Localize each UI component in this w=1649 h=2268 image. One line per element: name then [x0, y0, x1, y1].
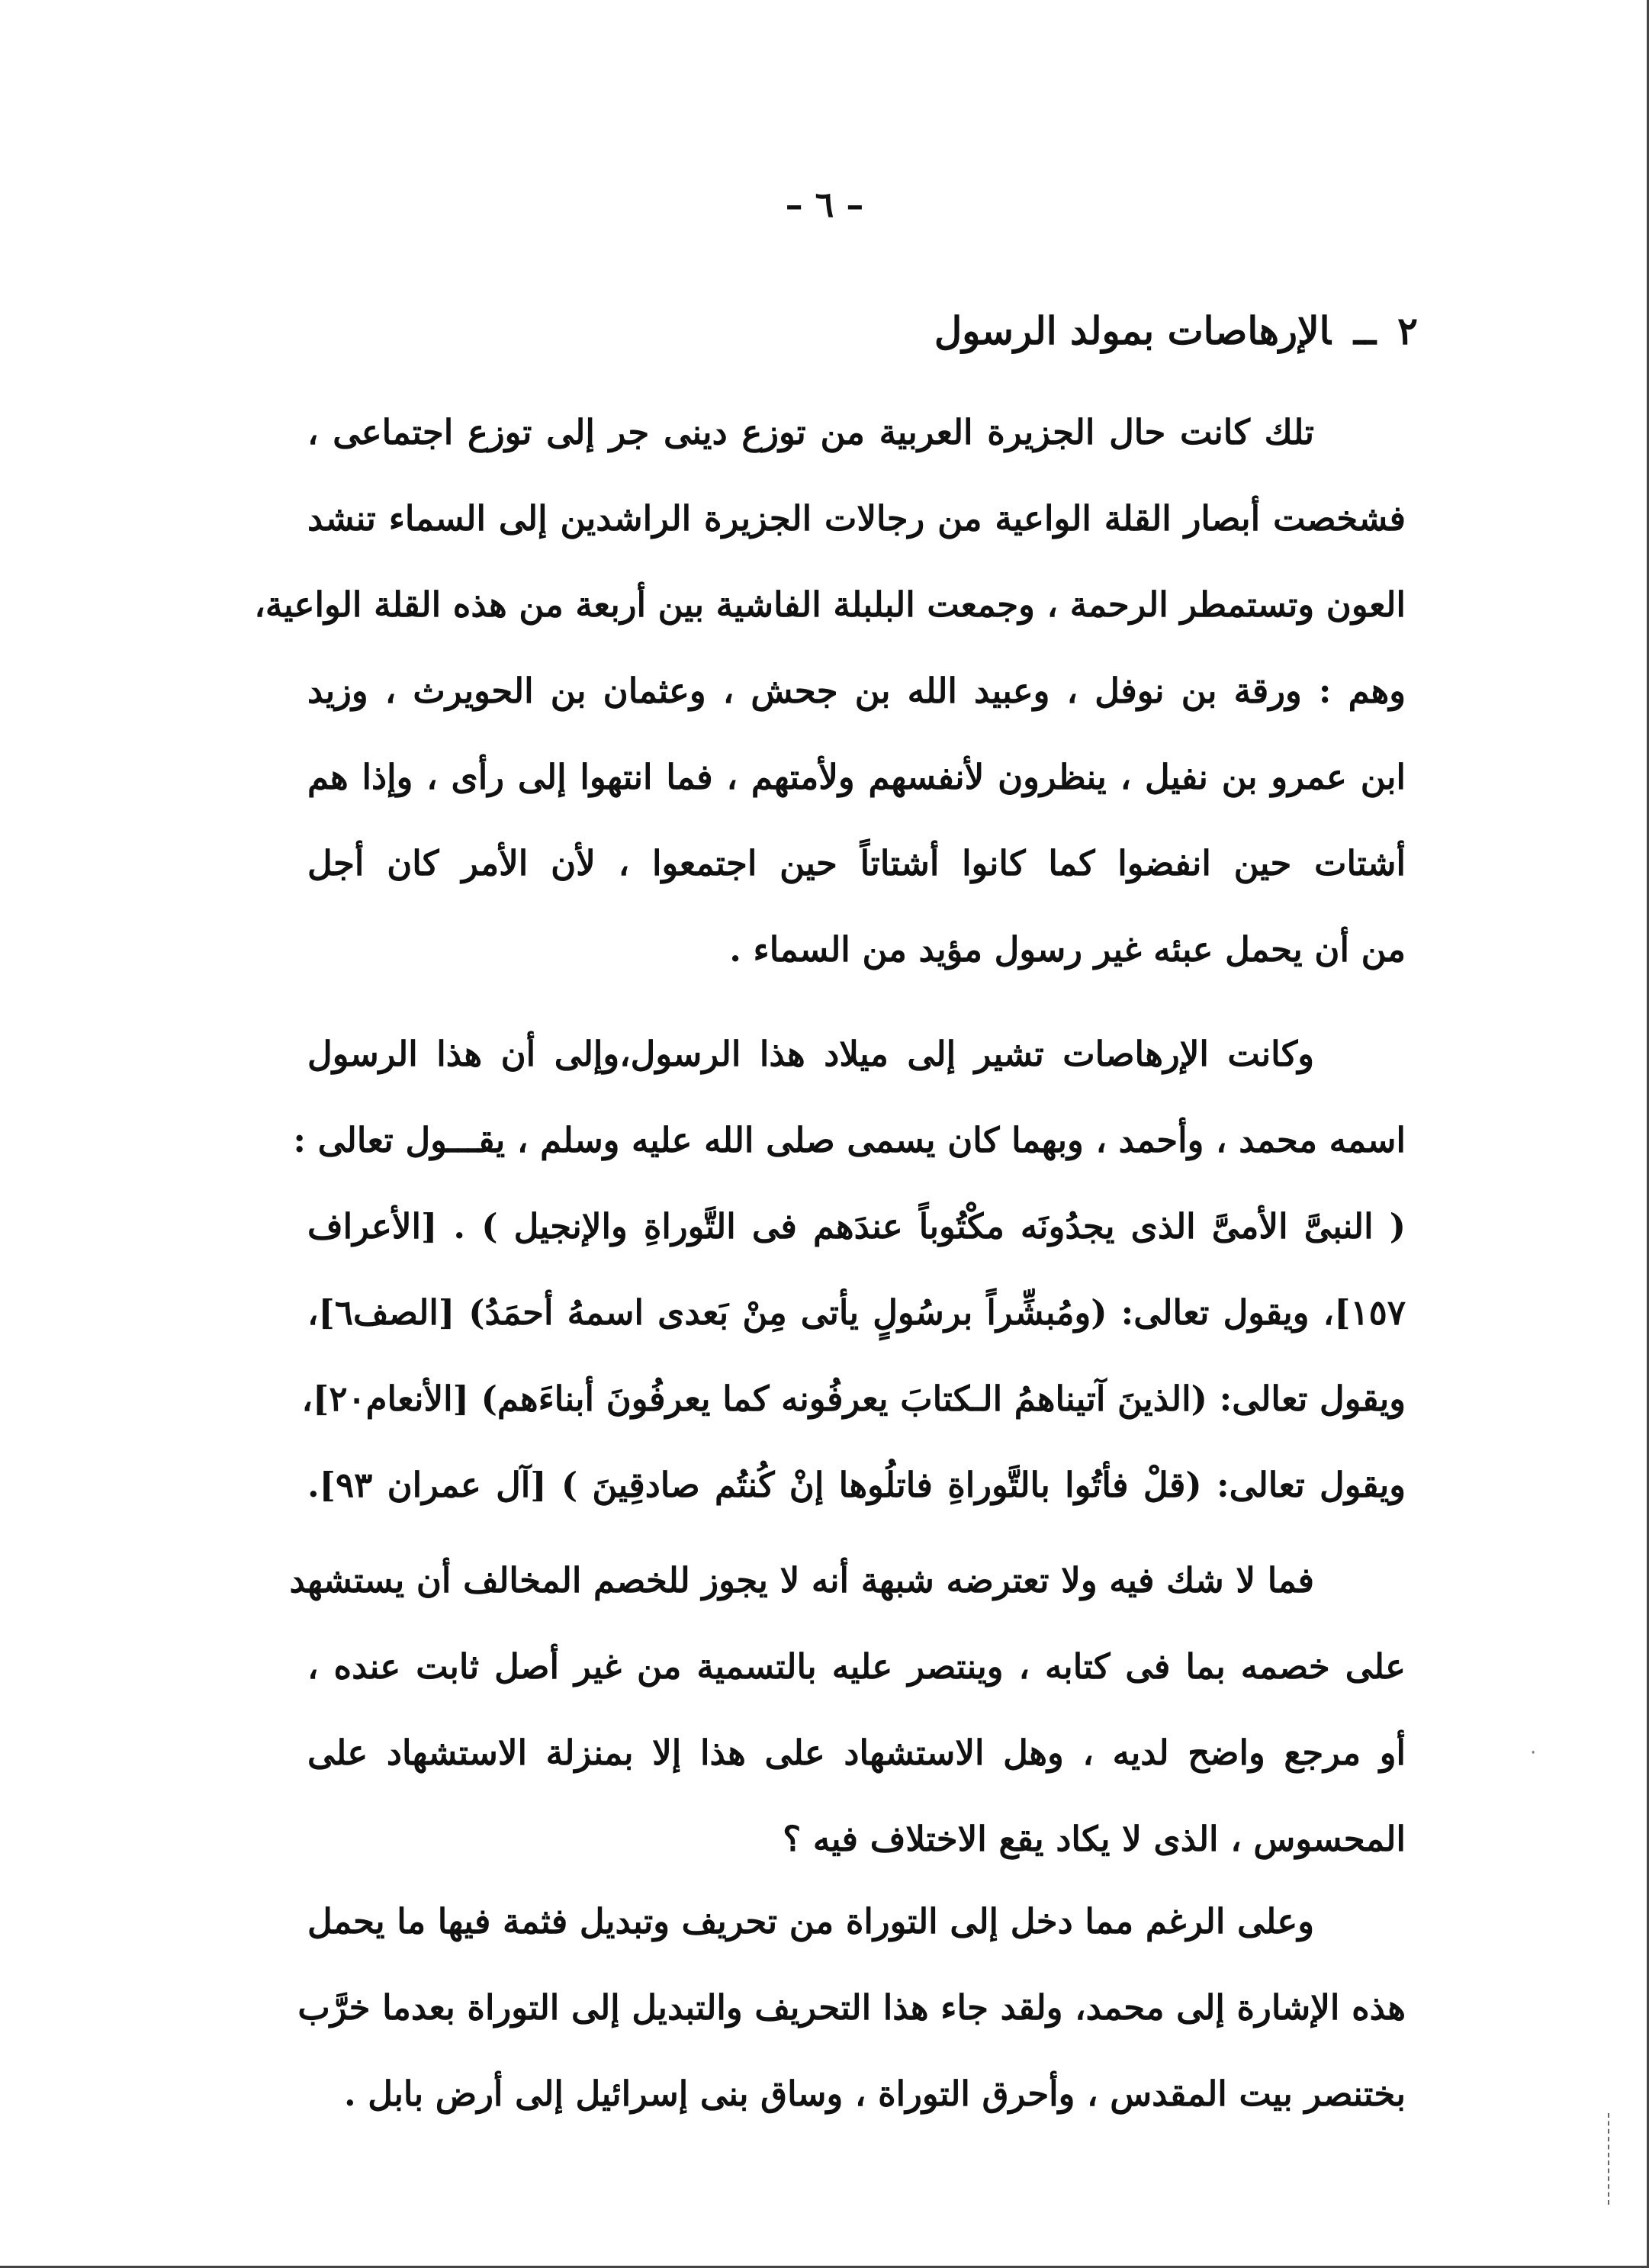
paragraph-line: ويقول تعالى: (قلْ فأتُوا بالتَّوراةِ فاتلُوها إنْ كُنتُم صادقِينَ ) [آل عمران ٩٣]. [307, 1465, 1406, 1505]
paragraph-line: تلك كانت حال الجزيرة العربية من توزع دينى جر إلى توزع اجتماعى ، [307, 412, 1314, 452]
paragraph-1 [254, 389, 1406, 992]
paragraph-3 [289, 1537, 1406, 1882]
paragraph-line: أشتات حين انفضوا كما كانوا أشتاتاً حين اجتمعوا ، لأن الأمر كان أجل [307, 843, 1406, 883]
section-title: الإرهاصات بمولد الرسول [934, 308, 1331, 353]
paragraph-line: ابن عمرو بن نفيل ، ينظرون لأنفسهم ولأمتهم ، فما انتهوا إلى رأى ، وإذا هم [307, 757, 1406, 797]
page-number: – ٦ – [785, 184, 864, 225]
paragraph-line: فشخصت أبصار القلة الواعية من رجالات الجزيرة الراشدين إلى السماء تنشد [307, 498, 1406, 539]
paragraph-line: وهم : ورقة بن نوفل ، وعبيد الله بن جحش ، وعثمان بن الحويرث ، وزيد [307, 671, 1406, 711]
paragraph-line: المحسوس ، الذى لا يكاد يقع الاختلاف فيه ؟ [783, 1819, 1406, 1859]
section-dash: ــ [1353, 308, 1377, 353]
section-number: ٢ [1397, 308, 1418, 353]
paragraph-line: على خصمه بما فى كتابه ، وينتصر عليه بالتسمية من غير أصل ثابت عنده ، [307, 1646, 1406, 1687]
paragraph-line: اسمه محمد ، وأحمد ، وبهما كان يسمى صلى الله عليه وسلم ، يقـــول تعالى : [293, 1120, 1406, 1160]
section-heading [274, 304, 1418, 359]
paragraph-line: أو مرجع واضح لديه ، وهل الاستشهاد على هذا إلا بمنزلة الاستشهاد على [307, 1732, 1406, 1773]
paragraph-line: ١٥٧]، ويقول تعالى: (ومُبشِّراً برسُولٍ يأتى مِنْ بَعدى اسمهُ أحمَدُ) [الصف٦]، [307, 1292, 1406, 1333]
scan-speck-mark: · [1530, 1742, 1537, 1765]
paragraph-line: ( النبىَّ الأمىَّ الذى يجدُونَه مكْتُوباً عندَهم فى التَّوراةِ والإنجيل ) . [الأعراف [307, 1206, 1406, 1247]
paragraph-line: بختنصر بيت المقدس ، وأحرق التوراة ، وساق بنى إسرائيل إلى أرض بابل . [343, 2073, 1406, 2114]
paragraph-line: وكانت الإرهاصات تشير إلى ميلاد هذا الرسول،وإلى أن هذا الرسول [307, 1034, 1314, 1074]
scan-edge-mark [1608, 2113, 1611, 2205]
paragraph-line: هذه الإشارة إلى محمد، ولقد جاء هذا التحريف والتبديل إلى التوراة بعدما خرَّب [297, 1987, 1406, 2028]
paragraph-line: ويقول تعالى: (الذينَ آتيناهمُ الـكتابَ يعرفُونه كما يعرفُونَ أبناءَهم) [الأنعام٢٠]، [301, 1378, 1406, 1419]
paragraph-line: العون وتستمطر الرحمة ، وجمعت البلبلة الفاشية بين أربعة من هذه القلة الواعية، [254, 584, 1406, 625]
paragraph-line: من أن يحمل عبئه غير رسول مؤيد من السماء . [729, 929, 1406, 970]
paragraph-4 [297, 1878, 1406, 2137]
paragraph-line: فما لا شك فيه ولا تعترضه شبهة أنه لا يجوز للخصم المخالف أن يستشهد [289, 1560, 1314, 1600]
paragraph-2 [293, 1011, 1406, 1528]
paragraph-line: وعلى الرغم مما دخل إلى التوراة من تحريف وتبديل فثمة فيها ما يحمل [307, 1901, 1314, 1941]
